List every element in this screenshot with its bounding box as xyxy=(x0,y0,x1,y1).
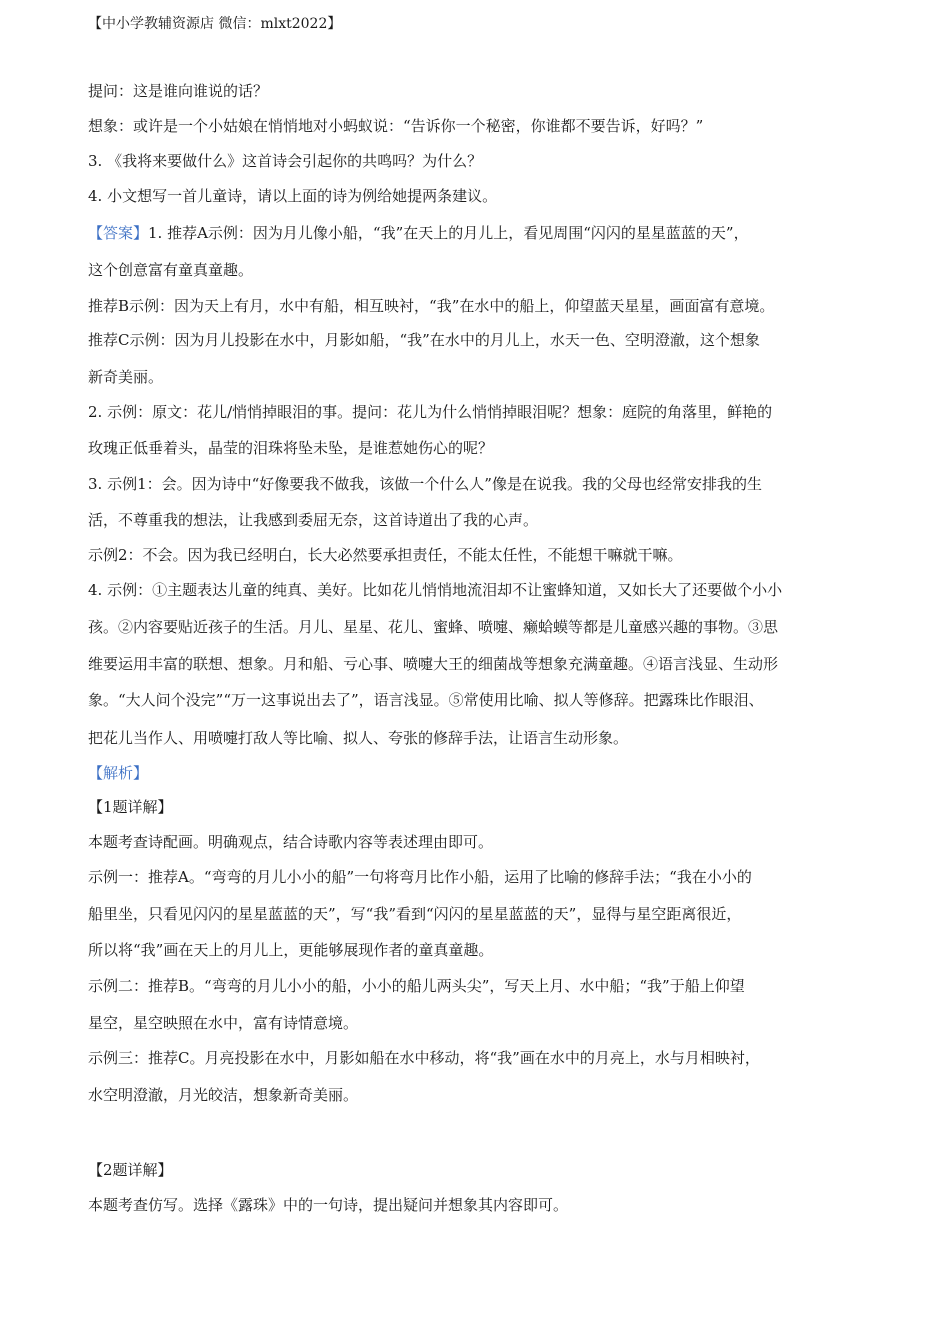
text-line: 孩。②内容要贴近孩子的生活。月儿、星星、花儿、蜜蜂、喷嚏、癞蛤蟆等都是儿童感兴趣的事物。③思 xyxy=(88,618,779,636)
text-line: 4. 示例：①主题表达儿童的纯真、美好。比如花儿悄悄地流泪却不让蜜蜂知道，又如长大了还要做个小小 xyxy=(88,581,783,599)
text-line: 星空，星空映照在水中，富有诗情意境。 xyxy=(88,1014,359,1032)
text-line: 示例2：不会。因为我已经明白，长大必然要承担责任，不能太任性，不能想干嘛就干嘛。 xyxy=(88,546,683,564)
text-line: 3. 示例1：会。因为诗中“好像要我不做我，该做一个什么人”像是在说我。我的父母也经常安排我的生 xyxy=(88,475,762,493)
text-line: 水空明澄澈，月光皎洁，想象新奇美丽。 xyxy=(88,1086,359,1104)
text-line: 推荐B示例：因为天上有月，水中有船，相互映衬，“我”在水中的船上，仰望蓝天星星，画面富有意境。 xyxy=(88,297,775,315)
analysis-tag: 【解析】 xyxy=(88,764,149,782)
text-line: 玫瑰正低垂着头，晶莹的泪珠将坠未坠，是谁惹她伤心的呢？ xyxy=(88,439,494,457)
text-line: 提问：这是谁向谁说的话？ xyxy=(88,82,269,100)
text-line: 想象：或许是一个小姑娘在悄悄地对小蚂蚁说：“告诉你一个秘密，你谁都不要告诉，好吗？” xyxy=(88,117,704,135)
text-line: 示例一：推荐A。“弯弯的月儿小小的船”一句将弯月比作小船，运用了比喻的修辞手法；“我在小小的 xyxy=(88,868,752,886)
text-line: 示例二：推荐B。“弯弯的月儿小小的船，小小的船儿两头尖”，写天上月、水中船；“我”于船上仰望 xyxy=(88,977,745,995)
answer-tag: 【答案】 xyxy=(88,224,149,242)
text-line: 2. 示例：原文：花儿/悄悄掉眼泪的事。提问：花儿为什么悄悄掉眼泪呢？想象：庭院的角落里，鲜艳的 xyxy=(88,403,773,421)
text-line: 象。“大人问个没完”“万一这事说出去了”，语言浅显。⑤常使用比喻、拟人等修辞。把露珠比作眼泪、 xyxy=(88,691,764,709)
text-line: 把花儿当作人、用喷嚏打敌人等比喻、拟人、夸张的修辞手法，让语言生动形象。 xyxy=(88,729,629,747)
text-line: 维要运用丰富的联想、想象。月和船、亏心事、喷嚏大王的细菌战等想象充满童趣。④语言浅显、生动形 xyxy=(88,655,779,673)
subsection-heading: 【1题详解】 xyxy=(88,798,173,816)
text-line: 1. 推荐A示例：因为月儿像小船，“我”在天上的月儿上，看见周围“闪闪的星星蓝蓝的天”， xyxy=(148,224,749,242)
subsection-heading: 【2题详解】 xyxy=(88,1161,173,1179)
text-line: 4. 小文想写一首儿童诗，请以上面的诗为例给她提两条建议。 xyxy=(88,187,498,205)
text-line: 3. 《我将来要做什么》这首诗会引起你的共鸣吗？为什么？ xyxy=(88,152,483,170)
source-header: 【中小学教辅资源店 微信：mlxt2022】 xyxy=(88,16,342,32)
text-line: 示例三：推荐C。月亮投影在水中，月影如船在水中移动，将“我”画在水中的月亮上，水与月相映衬， xyxy=(88,1049,760,1067)
text-line: 所以将“我”画在天上的月儿上，更能够展现作者的童真童趣。 xyxy=(88,941,494,959)
text-line: 活，不尊重我的想法，让我感到委屈无奈，这首诗道出了我的心声。 xyxy=(88,511,539,529)
text-line: 推荐C示例：因为月儿投影在水中，月影如船，“我”在水中的月儿上，水天一色、空明澄澈，这个想象 xyxy=(88,331,760,349)
text-line: 本题考查诗配画。明确观点，结合诗歌内容等表述理由即可。 xyxy=(88,833,494,851)
text-line: 船里坐，只看见闪闪的星星蓝蓝的天”，写“我”看到“闪闪的星星蓝蓝的天”，显得与星空距离很近， xyxy=(88,905,742,923)
answer-line xyxy=(88,223,749,243)
text-line: 这个创意富有童真童趣。 xyxy=(88,261,254,279)
text-line: 新奇美丽。 xyxy=(88,368,164,386)
text-line: 本题考查仿写。选择《露珠》中的一句诗，提出疑问并想象其内容即可。 xyxy=(88,1196,569,1214)
